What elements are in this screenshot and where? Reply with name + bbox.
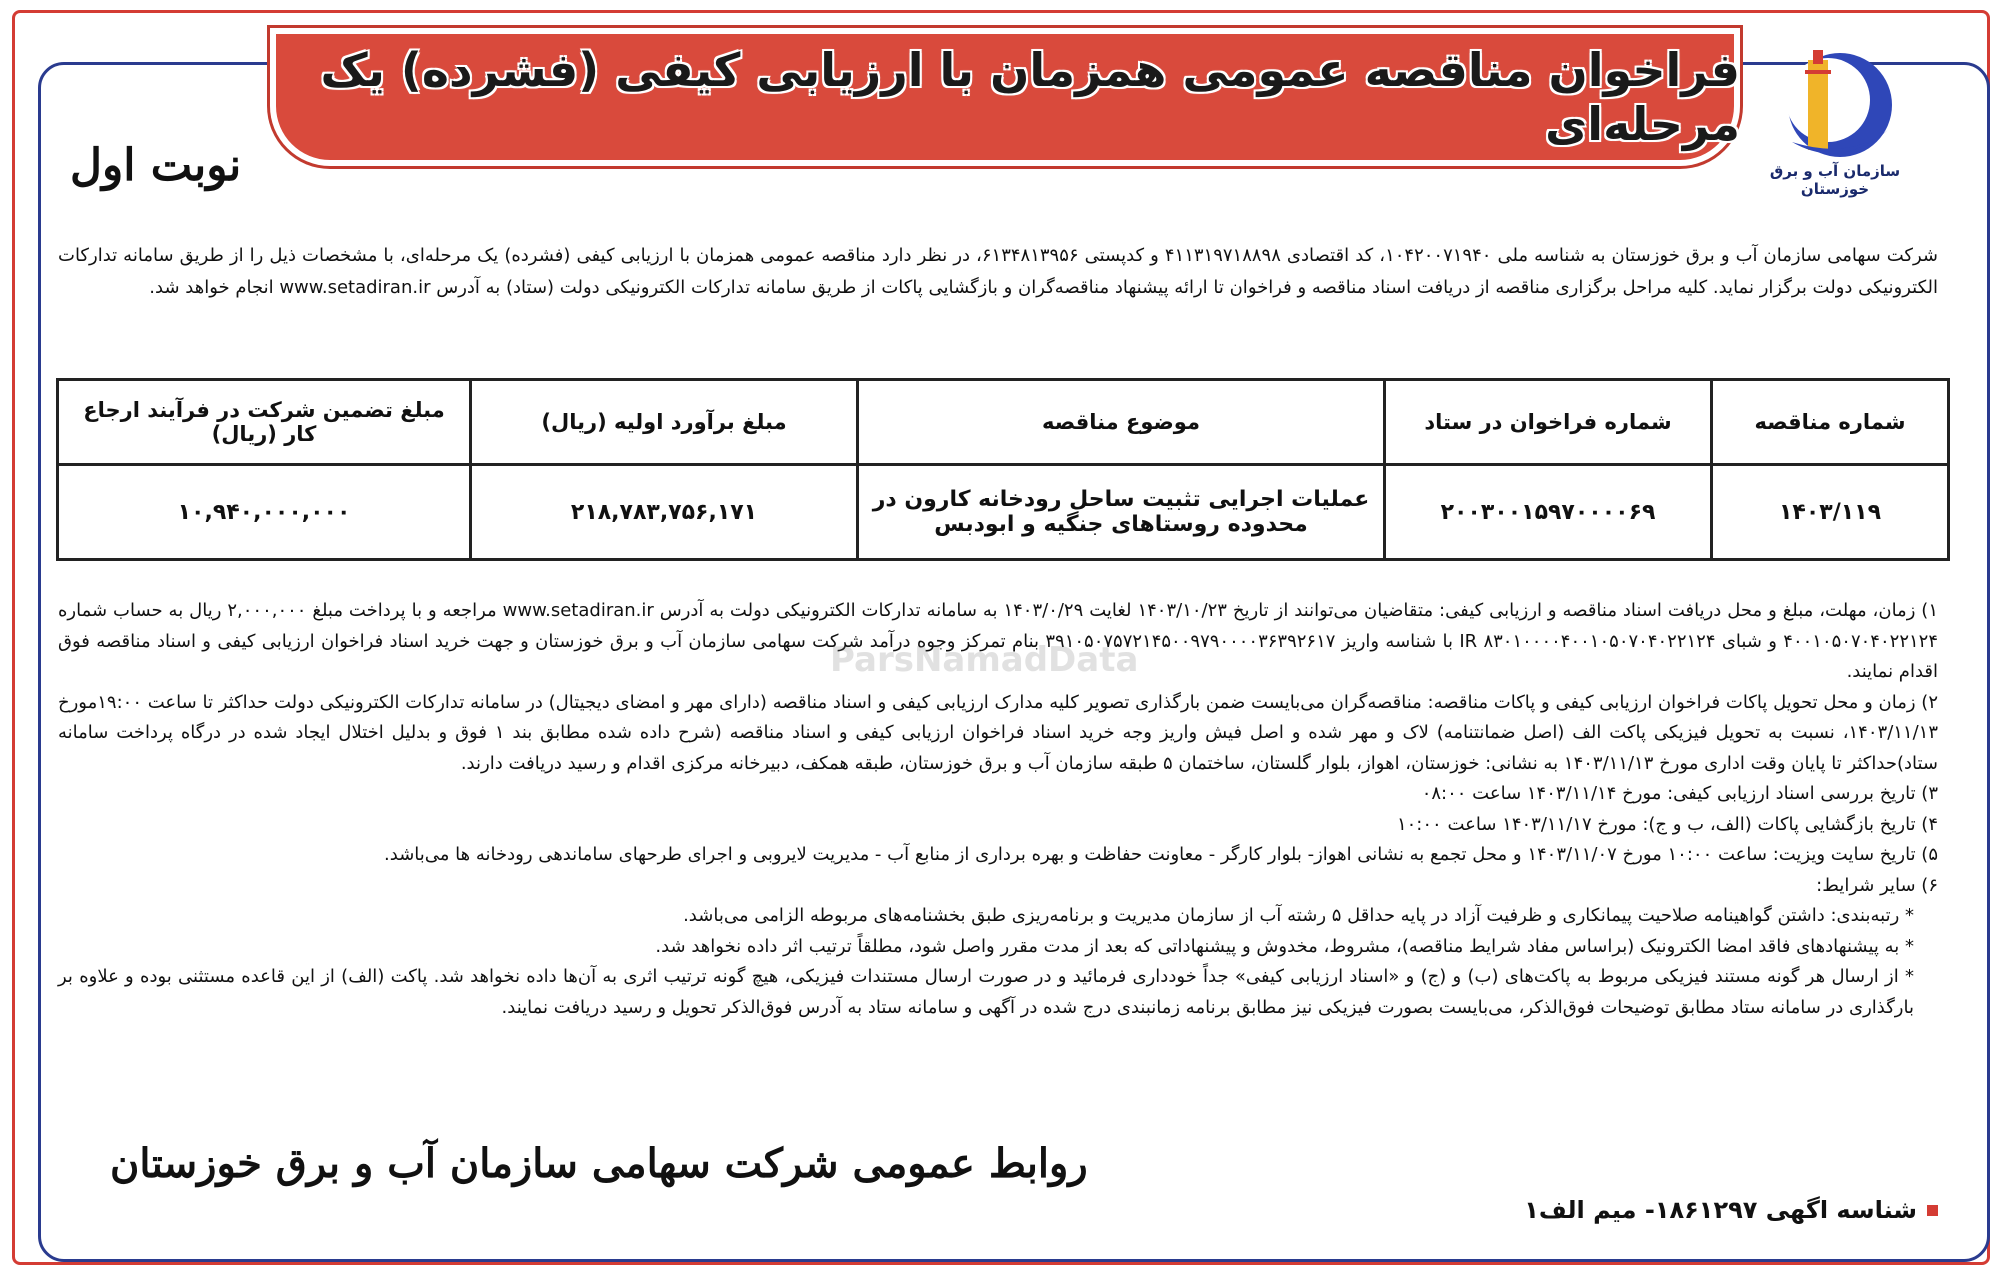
conditions-text — [58, 596, 1938, 1023]
col-header: مبلغ برآورد اولیه (ریال) — [471, 380, 858, 465]
condition-item: ۶) سایر شرایط: — [1816, 874, 1938, 896]
condition-item: * از ارسال هر گونه مستند فیزیکی مربوط به پاکت‌های (ب) و (ج) و «اسناد ارزیابی کیفی» جداً خودداری فرمائید و در صورت ارسال مستندات فیزیکی، هیچ گونه ترتیب اثری به آن‌ها داده نخواهد شد. پاکت (الف) از این قاعده مستثنی بوده و علاوه بر بارگذاری در سامانه ستاد مطابق توضیحات فوق‌الذکر، می‌بایست بصورت فیزیکی نیز مطابق برنامه زمانبندی درج شده در آگهی و سامانه ستاد به آدرس فوق‌الذکر تحویل و رسید دریافت نمایند. — [58, 966, 1914, 1018]
col-header: شماره فراخوان در ستاد — [1385, 380, 1712, 465]
condition-item: * رتبه‌بندی: داشتن گواهینامه صلاحیت پیمانکاری و ظرفیت آزاد در پایه حداقل ۵ رشته آب از سازمان مدیریت و برنامه‌ریزی طبق بخشنامه‌های مربوطه الزامی می‌باشد. — [683, 905, 1914, 926]
condition-item: ۲) زمان و محل تحویل پاکات فراخوان ارزیابی کیفی و پاکات مناقصه: مناقصه‌گران می‌بایست ضمن بارگذاری تصویر کلیه مدارک ارزیابی کیفی و اسناد مناقصه (دارای مهر و امضای دیجیتال) در سامانه تدارکات الکترونیکی دولت حداکثر تا ساعت ۱۹:۰۰مورخ ۱۴۰۳/۱۱/۱۳، نسبت به تحویل فیزیکی پاکت الف (اصل ضمانتنامه) لاک و مهر شده و اصل فیش واریز وجه خرید اسناد فراخوان ارزیابی کیفی و اسناد مناقصه (شرح داده شده مطابق بند ۱ فوق و بدلیل اختلال ایجاد شده در درگاه پرداخت سامانه ستاد)حداکثر تا پایان وقت اداری مورخ ۱۴۰۳/۱۱/۱۳ به نشانی: خوزستان، اهواز، بلوار گلستان، ساختمان ۵ طبقه سازمان آب و برق خوزستان، طبقه همکف، دبیرخانه مرکزی اقدام و رسید دریافت دارند. — [58, 691, 1938, 774]
table-cell: ۱۰,۹۴۰,۰۰۰,۰۰۰ — [58, 465, 471, 560]
condition-item: ۳) تاریخ بررسی اسناد ارزیابی کیفی: مورخ ۱۴۰۳/۱۱/۱۴ ساعت ۰۸:۰۰ — [1421, 783, 1938, 804]
table-cell: عملیات اجرایی تثبیت ساحل رودخانه کارون در محدوده روستاهای جنگیه و ابودبس — [858, 465, 1385, 560]
tender-table — [56, 378, 1950, 561]
footer-title: روابط عمومی شرکت سهامی سازمان آب و برق خوزستان — [110, 1140, 1088, 1187]
watermark: ParsNamadData — [830, 640, 1139, 680]
logo-caption: سازمان آب و برق خوزستان — [1769, 162, 1901, 198]
page-title: فراخوان مناقصه عمومی همزمان با ارزیابی کیفی (فشرده) یک مرحله‌ای — [320, 43, 1740, 151]
condition-item: * به پیشنهادهای فاقد امضا الکترونیک (براساس مفاد شرایط مناقصه)، مشروط، مخدوش و پیشنهاداتی که بعد از مدت مقرر واصل شود، مطلقاً ترتیب اثر داده نخواهد شد. — [655, 935, 1914, 957]
condition-item: ۱) زمان، مهلت، مبلغ و محل دریافت اسناد مناقصه و ارزیابی کیفی: متقاضیان می‌توانند از تاریخ ۱۴۰۳/۱۰/۲۳ لغایت ۱۴۰۳/۰/۲۹ به سامانه تدارکات الکترونیکی دولت به آدرس www.setadiran.ir مراجعه و با پرداخت مبلغ ۲,۰۰۰,۰۰۰ ریال به حساب شماره ۴۰۰۱۰۵۰۷۰۴۰۲۲۱۲۴ و شبای IR ۸۳۰۱۰۰۰۰۴۰۰۱۰۵۰۷۰۴۰۲۲۱۲۴ با شناسه واریز ۳۹۱۰۵۰۷۵۷۲۱۴۵۰۰۹۷۹۰۰۰۰۳۶۳۹۲۶۱۷ بنام تمرکز وجوه درآمد شرکت سهامی سازمان آب و برق خوزستان و جهت خرید اسناد فراخوان ارزیابی کیفی و اسناد مناقصه فوق اقدام نمایند. — [58, 600, 1939, 682]
round-label: نوبت اول — [70, 140, 242, 191]
table-cell: ۲۱۸,۷۸۳,۷۵۶,۱۷۱ — [471, 465, 858, 560]
col-header: شماره مناقصه — [1712, 380, 1949, 465]
col-header: مبلغ تضمین شرکت در فرآیند ارجاع کار (ریال) — [58, 380, 471, 465]
table-cell: ۲۰۰۳۰۰۱۵۹۷۰۰۰۰۶۹ — [1385, 465, 1712, 560]
table-header-row — [58, 380, 1949, 465]
ad-identifier — [1524, 1196, 1938, 1224]
title-banner — [270, 28, 1740, 166]
condition-item: ۵) تاریخ سایت ویزیت: ساعت ۱۰:۰۰ مورخ ۱۴۰۳/۱۱/۰۷ و محل تجمع به نشانی اهواز- بلوار کارگر - معاونت حفاظت و بهره برداری از منابع آب - مدیریت لایروبی و اجرای طرحهای ساماندهی رودخانه ها می‌باشد. — [384, 844, 1938, 865]
table-cell: ۱۴۰۳/۱۱۹ — [1712, 465, 1949, 560]
intro-paragraph: شرکت سهامی سازمان آب و برق خوزستان به شناسه ملی ۱۰۴۲۰۰۷۱۹۴۰، کد اقتصادی ۴۱۱۳۱۹۷۱۸۸۹۸ و کدپستی ۶۱۳۴۸۱۳۹۵۶، در نظر دارد مناقصه عمومی همزمان با ارزیابی کیفی (فشرده) یک مرحله‌ای، با مشخصات ذیل را از طریق سامانه تدارکات الکترونیکی دولت برگزار نماید. کلیه مراحل برگزاری مناقصه از دریافت اسناد مناقصه و فراخوان تا ارائه پیشنهاد مناقصه‌گران و بازگشایی پاکات از طریق سامانه تدارکات الکترونیکی دولت (ستاد) به آدرس www.setadiran.ir انجام خواهد شد. — [58, 245, 1938, 298]
bullet-square-icon — [1927, 1205, 1938, 1216]
ad-id-text: شناسه اگهی ۱۸۶۱۲۹۷- میم الف۱ — [1524, 1196, 1917, 1224]
condition-item: ۴) تاریخ بازگشایی پاکات (الف، ب و ج): مورخ ۱۴۰۳/۱۱/۱۷ ساعت ۱۰:۰۰ — [1396, 813, 1938, 835]
table-row — [58, 465, 1949, 560]
col-header: موضوع مناقصه — [858, 380, 1385, 465]
